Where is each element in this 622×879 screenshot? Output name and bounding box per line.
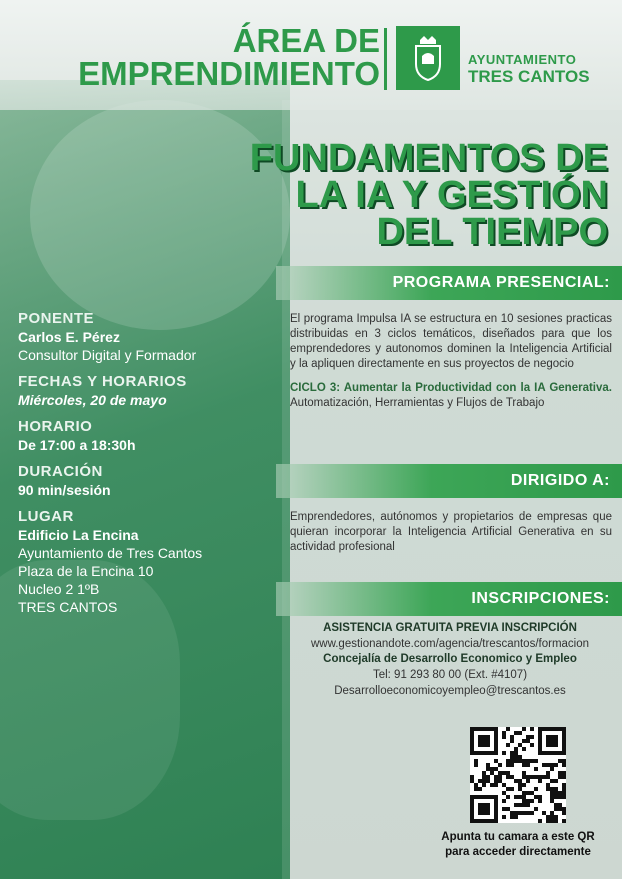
ayuntamiento-label (468, 52, 590, 87)
qr-caption-line2: para acceder directamente (445, 846, 591, 858)
area-title-line1: ÁREA DE (232, 22, 380, 59)
qr-code[interactable] (470, 727, 566, 823)
main-title-line1: FUNDAMENTOS DE (249, 137, 608, 179)
main-title-line3: DEL TIEMPO (376, 211, 608, 253)
programa-heading: PROGRAMA PRESENCIAL: (276, 266, 622, 300)
inscripciones-heading: INSCRIPCIONES: (276, 582, 622, 616)
programa-body (290, 312, 612, 411)
main-title (168, 137, 608, 253)
ciclo-detail: Automatización, Herramientas y Flujos de Trabajo (290, 397, 545, 409)
ciclo-title: CICLO 3: Aumentar la Productividad con la IA Generativa. (290, 382, 612, 394)
lugar-line4: TRES CANTOS (18, 599, 118, 615)
event-details (18, 310, 278, 615)
horario-value: De 17:00 a 18:30h (18, 437, 136, 453)
qr-caption (418, 830, 618, 860)
inscription-url[interactable]: www.gestionandote.com/agencia/trescantos/formacion (310, 638, 590, 650)
horario-label: HORARIO (18, 418, 93, 435)
dirigido-heading: DIRIGIDO A: (276, 464, 622, 498)
fechas-label: FECHAS Y HORARIOS (18, 373, 187, 390)
lugar-label: LUGAR (18, 508, 74, 525)
header-divider (384, 28, 387, 90)
duracion-label: DURACIÓN (18, 463, 103, 480)
dirigido-body: Emprendedores, autónomos y propietarios de empresas que quieran incorporar la Inteligencia Artificial Generativa en su actividad profesional (290, 511, 612, 553)
coat-of-arms-logo (396, 26, 460, 90)
lugar-name: Edificio La Encina (18, 527, 139, 543)
phone-number: Tel: 91 293 80 00 (Ext. #4107) (372, 669, 528, 681)
area-title-line2: EMPRENDIMIENTO (78, 55, 380, 92)
ponente-role: Consultor Digital y Formador (18, 347, 197, 363)
area-title (0, 24, 380, 90)
inscripciones-body (280, 622, 620, 697)
lugar-line2: Plaza de la Encina 10 (18, 563, 154, 579)
ayuntamiento-line1: AYUNTAMIENTO (468, 52, 577, 67)
qr-caption-line1: Apunta tu camara a este QR (441, 831, 595, 843)
programa-description: El programa Impulsa IA se estructura en 10 sesiones practicas distribuidas en 3 ciclos temáticos, diseñados para que los emprendedores y autonomos dominen la Inteligencia Artificial y la apliquen directamente en sus proyectos de negocio (290, 313, 612, 370)
duracion-value: 90 min/sesión (18, 482, 111, 498)
lugar-line3: Nucleo 2 1ºB (18, 581, 100, 597)
fechas-value: Miércoles, 20 de mayo (18, 392, 167, 408)
lugar-line1: Ayuntamiento de Tres Cantos (18, 545, 203, 561)
programa-ciclo (290, 381, 612, 411)
email-address[interactable]: Desarrolloeconomicoyempleo@trescantos.es (334, 685, 566, 697)
shield-icon (396, 26, 460, 90)
concejalia-name: Concejalía de Desarrollo Economico y Empleo (323, 653, 577, 665)
ayuntamiento-line2: TRES CANTOS (468, 67, 590, 86)
asistencia-gratuita: ASISTENCIA GRATUITA PREVIA INSCRIPCIÓN (323, 622, 577, 634)
ponente-label: PONENTE (18, 310, 95, 327)
ponente-name: Carlos E. Pérez (18, 329, 120, 345)
qr-code-icon (470, 727, 566, 823)
main-title-line2: LA IA Y GESTIÓN (295, 174, 608, 216)
